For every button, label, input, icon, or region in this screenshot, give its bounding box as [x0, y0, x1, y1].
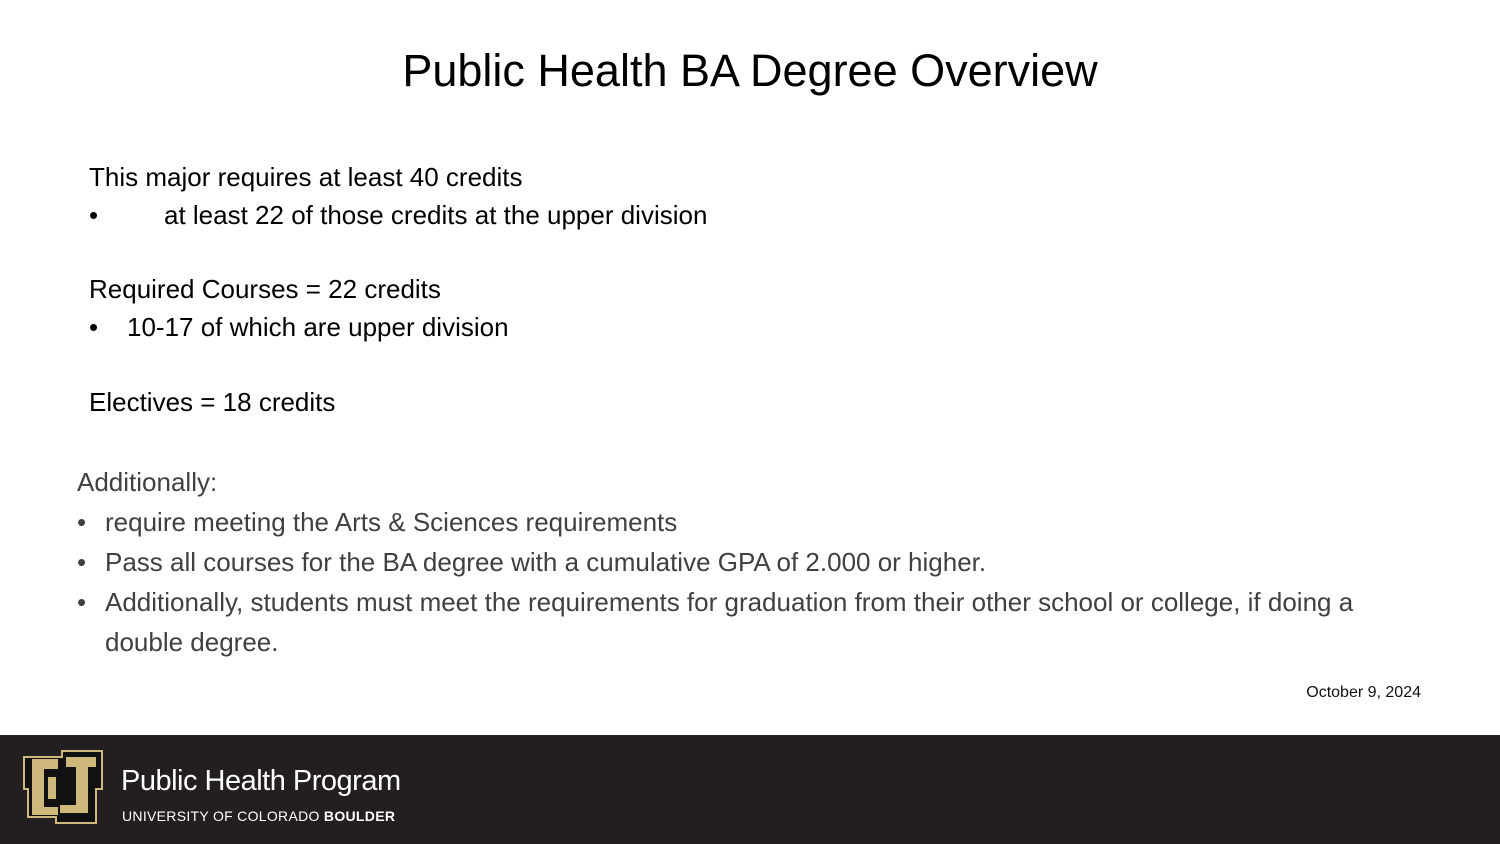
required-courses-bullet-text: 10-17 of which are upper division [127, 312, 509, 342]
slide-title: Public Health BA Degree Overview [402, 45, 1098, 96]
required-courses-heading: Required Courses = 22 credits [89, 274, 441, 304]
major-credits-bullet [89, 196, 707, 234]
additionally-heading: Additionally: [77, 467, 218, 497]
list-item-text: require meeting the Arts & Sciences requirements [105, 507, 678, 537]
list-item [77, 582, 1437, 662]
required-courses-block [89, 270, 509, 346]
additionally-block [77, 462, 1437, 662]
major-credits-bullet-text: at least 22 of those credits at the upper division [164, 200, 708, 230]
university-name: UNIVERSITY OF COLORADO BOULDER [122, 808, 396, 824]
electives-heading: Electives = 18 credits [89, 387, 336, 417]
list-item-text: Pass all courses for the BA degree with a cumulative GPA of 2.000 or higher. [105, 547, 987, 577]
electives-block [89, 383, 335, 421]
bullet-icon: • [77, 587, 87, 617]
footer-bar [0, 735, 1500, 844]
cu-logo-icon [22, 749, 104, 827]
list-item-text: Additionally, students must meet the requirements for graduation from their other school or college, if doing a double degree. [105, 587, 1354, 657]
bullet-icon: • [77, 507, 87, 537]
list-item [77, 502, 1437, 542]
major-credits-block [89, 158, 707, 234]
bullet-icon: • [77, 547, 87, 577]
bullet-icon: • [89, 312, 99, 342]
slide-date: October 9, 2024 [1306, 684, 1421, 701]
program-name: Public Health Program [121, 765, 401, 797]
required-courses-bullet [89, 308, 509, 346]
bullet-icon: • [89, 200, 99, 230]
list-item [77, 542, 1437, 582]
major-credits-heading: This major requires at least 40 credits [89, 162, 523, 192]
